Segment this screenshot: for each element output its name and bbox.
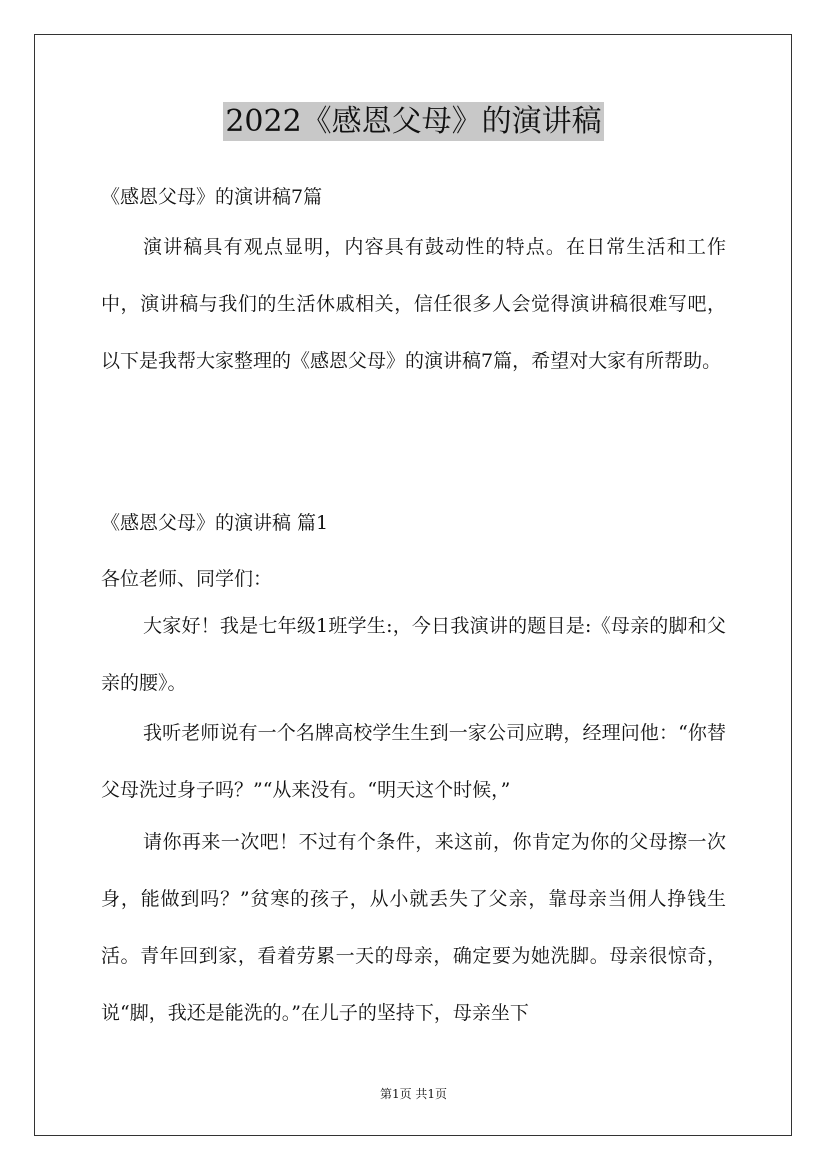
page-footer: 第1页 共1页 <box>379 1087 448 1101</box>
body-paragraph-1: 大家好！我是七年级1班学生:，今日我演讲的题目是:《母亲的脚和父亲的腰》。 <box>101 615 726 694</box>
document-title-wrap <box>0 102 827 142</box>
body-paragraph-2: 我听老师说有一个名牌高校学生生到一家公司应聘，经理问他：“你替父母洗过身子吗？”“从来没有。“明天这个时候，” <box>101 722 726 801</box>
section-heading: 《感恩父母》的演讲稿 篇1 <box>101 512 329 534</box>
body-paragraph-3: 请你再来一次吧！不过有个条件，来这前，你肯定为你的父母擦一次身，能做到吗？”贫寒的孩子，从小就丢失了父亲，靠母亲当佣人挣钱生活。青年回到家，看着劳累一天的母亲，确定要为她洗脚。母亲很惊奇，说“脚，我还是能洗的。”在儿子的坚持下，母亲坐下 <box>101 831 726 1024</box>
document-title: 2022《感恩父母》的演讲稿 <box>225 104 602 139</box>
greeting: 各位老师、同学们： <box>101 568 273 590</box>
intro-paragraph: 演讲稿具有观点显明，内容具有鼓动性的特点。在日常生活和工作中，演讲稿与我们的生活休戚相关，信任很多人会觉得演讲稿很难写吧，以下是我帮大家整理的《感恩父母》的演讲稿7篇，希望对大家有所帮助。 <box>101 236 726 372</box>
document-subtitle: 《感恩父母》的演讲稿7篇 <box>101 186 323 208</box>
